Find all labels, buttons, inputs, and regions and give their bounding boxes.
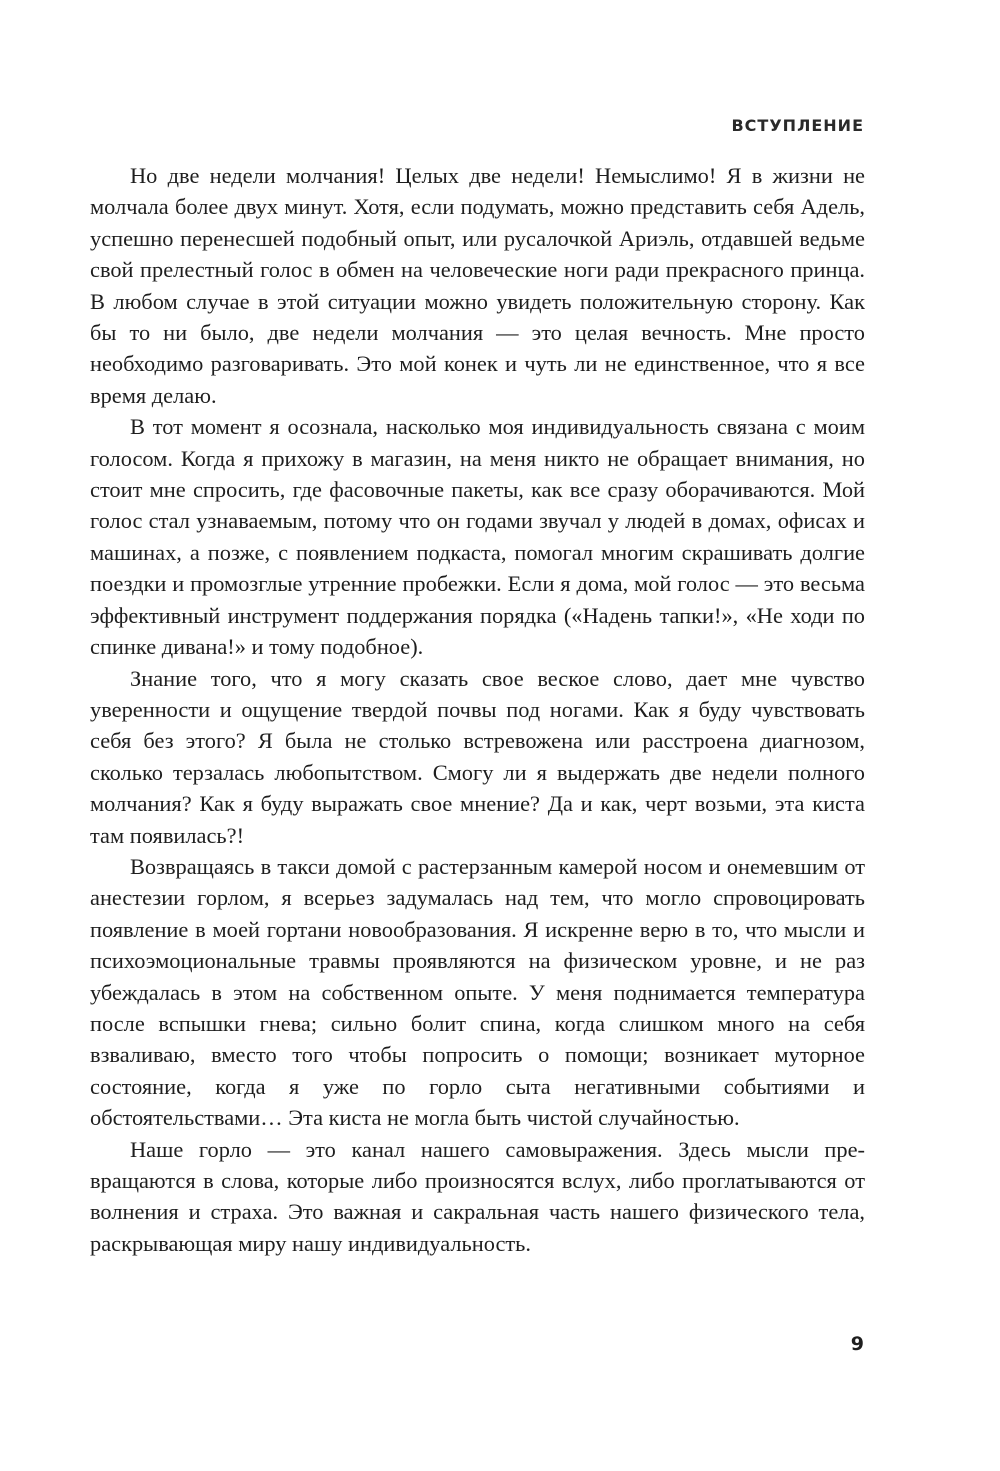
paragraph: В тот момент я осознала, насколько моя индивидуальность связана с моим голосом. Когда я прихожу в магазин, на меня никто не обращает внимания, но стоит мне спросить, где фасовочные пакеты, как все сразу оборачиваются. Мой голос стал узнаваемым, потому что он годами звучал у людей в домах, офисах и машинах, а позже, с появлением подкаста, помогал многим скрашивать долгие поездки и промозглые утренние пробежки. Если я дома, мой голос — это весьма эффективный инструмент поддержания порядка («Надень тапки!», «Не ходи по спинке дивана!» и тому подобное). bbox=[90, 414, 865, 660]
page-number: 9 bbox=[850, 1333, 864, 1355]
paragraph: Знание того, что я могу сказать свое веское слово, дает мне чувство уверенности и ощущение твердой почвы под ногами. Как я буду чувствовать себя без этого? Я была не столько встревожена или расстроена диагнозом, сколько терзалась любопытством. Смогу ли я выдержать две недели полного молчания? Как я буду выражать свое мнение? Да и как, черт возьми, эта киста там появилась?! bbox=[90, 665, 865, 848]
body-text bbox=[90, 160, 865, 1259]
paragraph: Но две недели молчания! Целых две недели! Немыслимо! Я в жизни не молчала более двух минут. Хотя, если подумать, можно представить себя Адель, успешно перенесшей подобный опыт, или русалочкой Ариэль, отдавшей ведьме свой прелестный голос в обмен на человеческие ноги ради прекрасного принца. В любом случае в этой ситуации можно увидеть положительную сторону. Как бы то ни было, две недели молчания — это целая вечность. Мне просто необходимо разговаривать. Это мой конек и чуть ли не единственное, что я все время делаю. bbox=[90, 163, 865, 408]
running-head-title: ВСТУПЛЕНИЕ bbox=[731, 116, 864, 135]
paragraph: Возвращаясь в такси домой с растерзанным камерой носом и онемевшим от анестезии горлом, я всерьез задумалась над тем, что могло спровоцировать появление в моей гортани новообразования. Я искренне верю в то, что мысли и психоэмоциональные травмы проявляются на физическом уровне, и не раз убеждалась в этом на собственном опыте. У меня поднимается температура после вспышки гнева; сильно болит спина, когда слишком много на себя взваливаю, вместо того чтобы попросить о помощи; возникает муторное состояние, когда я уже по горло сыта негативными событиями и обстоятельствами… Эта киста не могла быть чистой случайностью. bbox=[90, 853, 865, 1131]
paragraph: Наше горло — это канал нашего самовыражения. Здесь мысли превращаются в слова, которые либо произносятся вслух, либо проглатываются от волнения и страха. Это важная и сакральная часть нашего физического тела, раскрывающая миру нашу индивидуальность. bbox=[90, 1136, 865, 1256]
